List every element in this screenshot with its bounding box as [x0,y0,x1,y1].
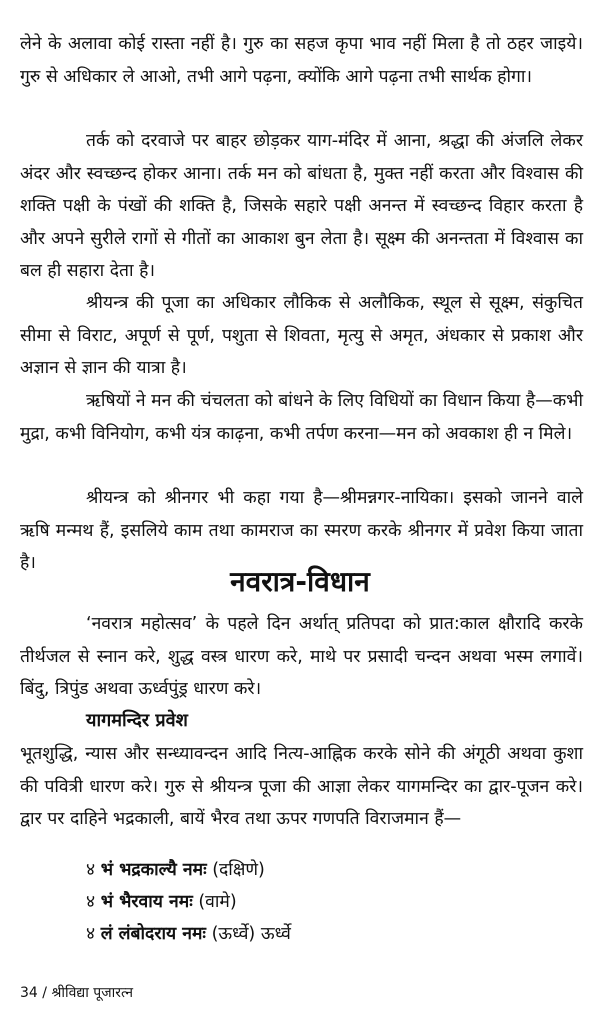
book-title: श्रीविद्या पूजारत्न [51,985,134,1001]
paragraph-2: तर्क को दरवाजे पर बाहर छोड़कर याग-मंदिर में आना, श्रद्धा की अंजलि लेकर अंदर और स्वच्छन्द होकर आना। तर्क मन को बांधता है, मुक्त नहीं करता और विश्वास की शक्ति पक्षी के पंखों की शक्ति है, जिसके सहारे पक्षी अनन्त में स्वच्छन्द विहार करता है और अपने सुरीले रागों से गीतों का आकाश बुन लेता है। सूक्ष्म की अनन्तता में विश्वास का बल ही सहारा देता है। [20,131,583,281]
paragraph-5: श्रीयन्त्र को श्रीनगर भी कहा गया है—श्रीमन्नगर-नायिका। इसको जानने वाले ऋषि मन्मथ हैं, इसलिये काम तथा कामराज का स्मरण करके श्रीनगर में प्रवेश किया जाता है। [20,488,583,573]
mantra-direction: (ऊर्ध्वे) ऊर्ध्वे [211,924,291,944]
mantra-text: भं भद्रकाल्यै नमः [100,860,207,880]
mantra-line-3 [86,919,291,949]
mantra-text: भं भैरवाय नमः [100,892,193,912]
mantra-direction: (दक्षिणे) [212,860,265,880]
subsection-heading: यागमन्दिर प्रवेश [86,710,188,731]
mantra-number: ४ [86,860,96,880]
paragraph-4: ऋषियों ने मन की चंचलता को बांधने के लिए विधियों का विधान किया है—कभी मुद्रा, कभी विनियोग, कभी यंत्र काढ़ना, कभी तर्पण करना—मन को अवकाश ही न मिले। [20,391,583,444]
section-heading: नवरात्र-विधान [230,565,370,598]
mantra-line-1 [86,855,265,885]
section-paragraph: ‘नवरात्र महोत्सव’ के पहले दिन अर्थात् प्रतिपदा को प्रात:काल क्षौरादि करके तीर्थजल से स्नान करे, शुद्ध वस्त्र धारण करे, माथे पर प्रसादी चन्दन अथवा भस्म लगावें। बिंदु, त्रिपुंड अथवा ऊर्ध्वपुंड्र धारण करे। [20,614,583,699]
mantra-text: लं लंबोदराय नमः [100,924,206,944]
mantra-direction: (वामे) [198,892,237,912]
paragraph-3: श्रीयन्त्र की पूजा का अधिकार लौकिक से अलौकिक, स्थूल से सूक्ष्म, संकुचित सीमा से विराट, अपूर्ण से पूर्ण, पशुता से शिवता, मृत्यु से अमृत, अंधकार से प्रकाश और अज्ञान से ज्ञान की यात्रा है। [20,293,583,378]
page-number: 34 [20,985,38,1001]
mantra-number: ४ [86,892,96,912]
subsection-paragraph: भूतशुद्धि, न्यास और सन्ध्यावन्दन आदि नित्य-आह्निक करके सोने की अंगूठी अथवा कुशा की पवित्री धारण करे। गुरु से श्रीयन्त्र पूजा की आज्ञा लेकर यागमन्दिर का द्वार-पूजन करे। द्वार पर दाहिने भद्रकाली, बायें भैरव तथा ऊपर गणपति विराजमान हैं— [20,744,583,829]
mantra-number: ४ [86,924,96,944]
page-footer [20,983,133,1003]
footer-separator: / [42,985,47,1001]
mantra-line-2 [86,887,237,917]
paragraph-1: लेने के अलावा कोई रास्ता नहीं है। गुरु का सहज कृपा भाव नहीं मिला है तो ठहर जाइये। गुरु से अधिकार ले आओ, तभी आगे पढ़ना, क्योंकि आगे पढ़ना तभी सार्थक होगा। [20,34,583,87]
